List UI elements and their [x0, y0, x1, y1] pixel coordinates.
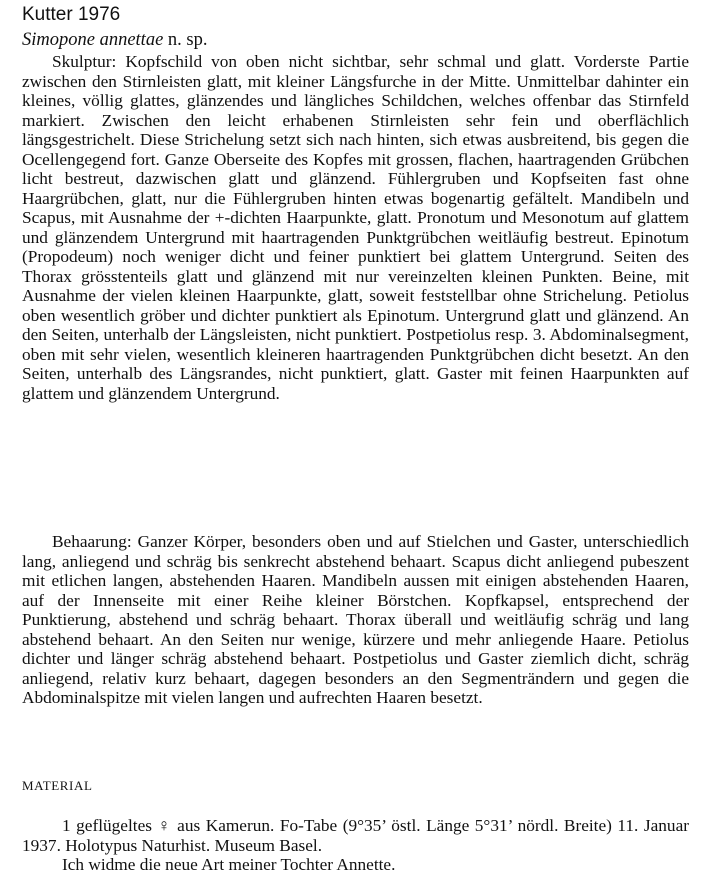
material-line-2: Ich widme die neue Art meiner Tochter Annette. — [62, 855, 396, 874]
material-heading: MATERIAL — [22, 778, 93, 793]
species-title — [22, 30, 208, 51]
citation-header: Kutter 1976 — [22, 4, 121, 25]
species-name: Simopone annettae — [22, 30, 164, 50]
material-section — [22, 816, 689, 875]
sculpture-paragraph: Skulptur: Kopfschild von oben nicht sichtbar, sehr schmal und glatt. Vorderste Partie zwischen den Stirnleisten glatt, mit kleiner Längsfurche in der Mitte. Unmittelbar dahinter ein kleines, völlig glattes, glänzendes und längliches Schildchen, welches offenbar das Stirnfeld markiert. Zwischen den leicht erhabenen Stirnleisten sehr fein und oberflächlich längsgestrichelt. Diese Strichelung setzt sich nach hinten, sich etwas ausbreitend, bis gegen die Ocellengegend fort. Ganze Oberseite des Kopfes mit grossen, flachen, haartragenden Grübchen licht bestreut, dazwischen glatt und glänzend. Fühlergruben und Kopfseiten fast ohne Haargrübchen, glatt, nur die Fühlergruben hinten etwas bogenartig gefältelt. Mandibeln und Scapus, mit Ausnahme der +-dichten Haarpunkte, glatt. Pronotum und Mesonotum auf glattem und glänzendem Untergrund mit haartragenden Punktgrübchen weitläufig bestreut. Epinotum (Propodeum) noch weniger dicht und feiner punktiert bei glattem Untergrund. Seiten des Thorax grösstenteils glatt und glänzend mit nur vereinzelten kleinen Punkten. Beine, mit Ausnahme der vielen kleinen Haarpunkte, glatt, soweit feststellbar ohne Strichelung. Petiolus oben wesentlich gröber und dichter punktiert als Epinotum. Untergrund glatt und glänzend. An den Seiten, unterhalb der Längsleisten, nicht punktiert. Postpetiolus resp. 3. Abdominalsegment, oben mit sehr vielen, wesentlich kleineren haartragenden Punktgrübchen dicht besetzt. An den Seiten, unterhalb des Längsrandes, nicht punktiert, glatt. Gaster mit feinen Haarpunkten auf glattem und glänzendem Untergrund. — [22, 52, 689, 403]
species-suffix: n. sp. — [167, 30, 208, 50]
hair-paragraph: Behaarung: Ganzer Körper, besonders oben und auf Stielchen und Gaster, unterschiedlich lang, anliegend und schräg bis senkrecht abstehend behaart. Scapus dicht anliegend pubeszent mit etlichen langen, abstehenden Haaren. Mandibeln aussen mit einigen abstehenden Haaren, auf der Innenseite mit einer Reihe kleiner Börstchen. Kopfkapsel, entsprechend der Punktierung, abstehend und schräg behaart. Thorax überall und weitläufig schräg und lang abstehend behaart. An den Seiten nur wenige, kürzere und mehr anliegende Haare. Petiolus dichter und länger schräg abstehend behaart. Postpetiolus und Gaster ziemlich dicht, schräg anliegend, relativ kurz behaart, dagegen besonders an den Segmenträndern und gegen die Abdominalspitze mit vielen langen und aufrechten Haaren besetzt. — [22, 532, 689, 707]
material-line-1: 1 geflügeltes ♀ aus Kamerun. Fo-Tabe (9°35’ östl. Länge 5°31’ nördl. Breite) 11. Januar 1937. Holotypus Naturhist. Museum Basel. — [22, 816, 689, 855]
